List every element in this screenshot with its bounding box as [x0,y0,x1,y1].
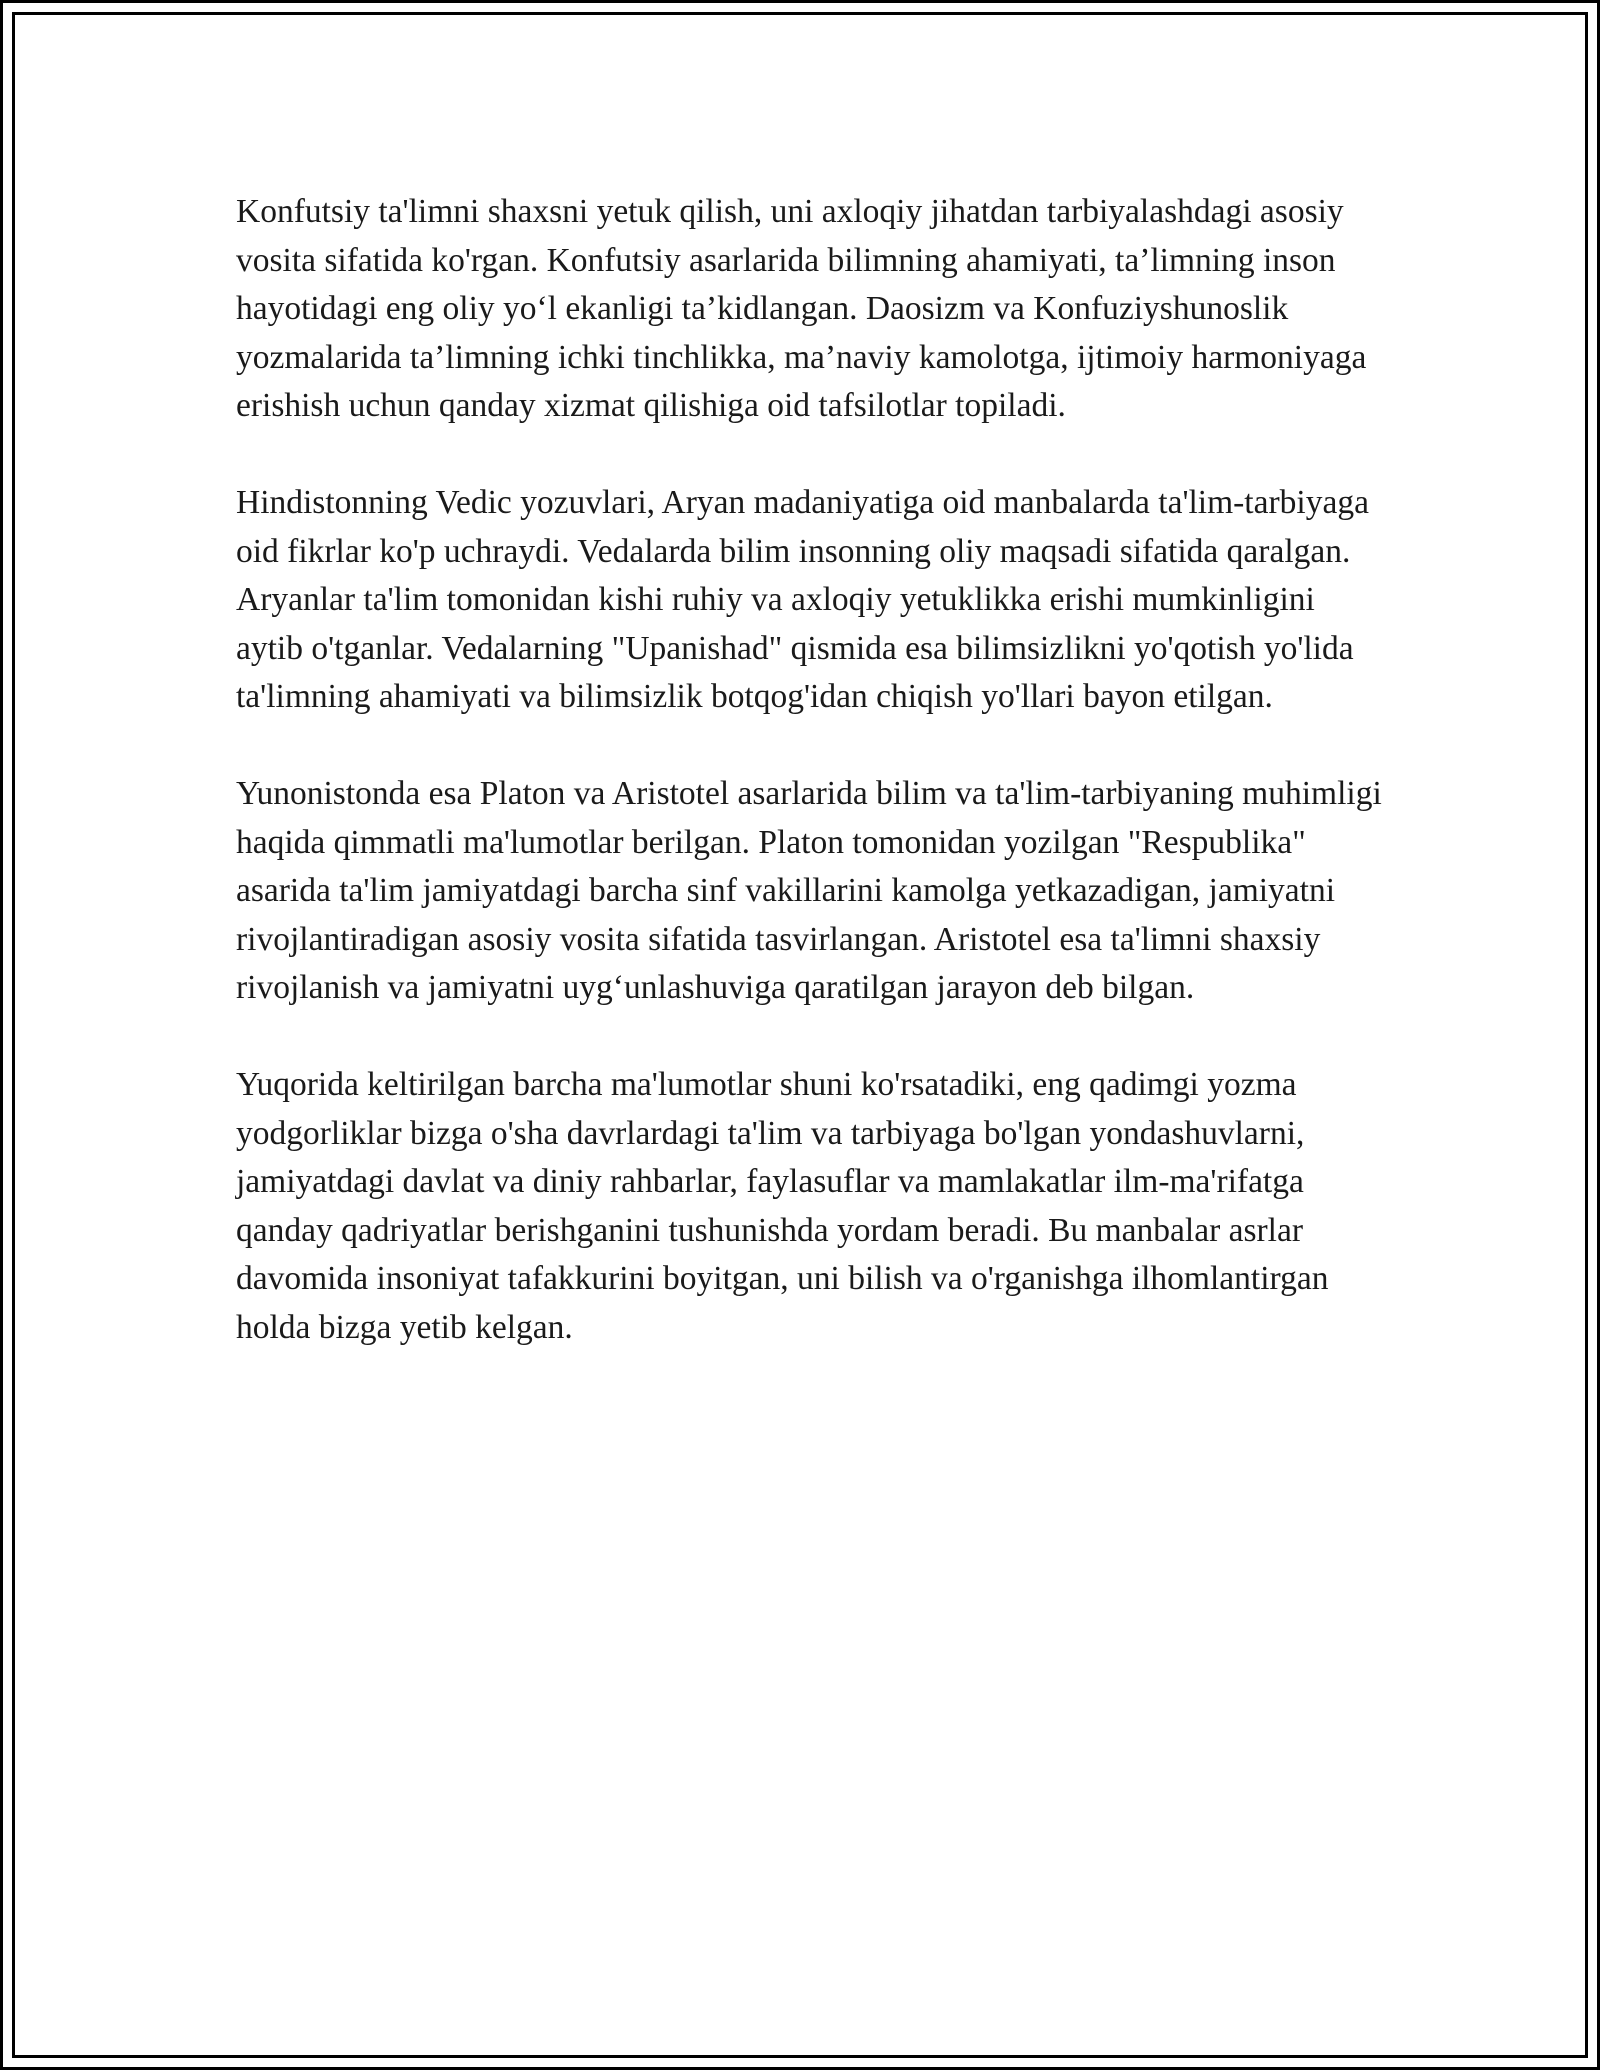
document-body [236,188,1386,1352]
paragraph-conclusion: Yuqorida keltirilgan barcha ma'lumotlar shuni ko'rsatadiki, eng qadimgi yozma yodgorliklar bizga o'sha davrlardagi ta'lim va tarbiyaga bo'lgan yondashuvlarni, jamiyatdagi davlat va diniy rahbarlar, faylasuflar va mamlakatlar ilm-ma'rifatga qanday qadriyatlar berishganini tushunishda yordam beradi. Bu manbalar asrlar davomida insoniyat tafakkurini boyitgan, uni bilish va o'rganishga ilhomlantirgan holda bizga yetib kelgan. [236,1066,1329,1346]
paragraph-confucius: Konfutsiy ta'limni shaxsni yetuk qilish, uni axloqiy jihatdan tarbiyalashdagi asosiy vosita sifatida ko'rgan. Konfutsiy asarlarida bilimning ahamiyati, ta’limning inson hayotidagi eng oliy yo‘l ekanligi ta’kidlangan. Daosizm va Konfuziyshunoslik yozmalarida ta’limning ichki tinchlikka, ma’naviy kamolotga, ijtimoiy harmoniyaga erishish uchun qanday xizmat qilishiga oid tafsilotlar topiladi. [236,193,1367,424]
paragraph-greece-plato-aristotle: Yunonistonda esa Platon va Aristotel asarlarida bilim va ta'lim-tarbiyaning muhimligi haqida qimmatli ma'lumotlar berilgan. Platon tomonidan yozilgan "Respublika" asarida ta'lim jamiyatdagi barcha sinf vakillarini kamolga yetkazadigan, jamiyatni rivojlantiradigan asosiy vosita sifatida tasvirlangan. Aristotel esa ta'limni shaxsiy rivojlanish va jamiyatni uyg‘unlashuviga qaratilgan jarayon deb bilgan. [236,775,1382,1006]
paragraph-india-vedic: Hindistonning Vedic yozuvlari, Aryan madaniyatiga oid manbalarda ta'lim-tarbiyaga oid fikrlar ko'p uchraydi. Vedalarda bilim insonning oliy maqsadi sifatida qaralgan. Aryanlar ta'lim tomonidan kishi ruhiy va axloqiy yetuklikka erishi mumkinligini aytib o'tganlar. Vedalarning "Upanishad" qismida esa bilimsizlikni yo'qotish yo'lida ta'limning ahamiyati va bilimsizlik botqog'idan chiqish yo'llari bayon etilgan. [236,484,1369,715]
